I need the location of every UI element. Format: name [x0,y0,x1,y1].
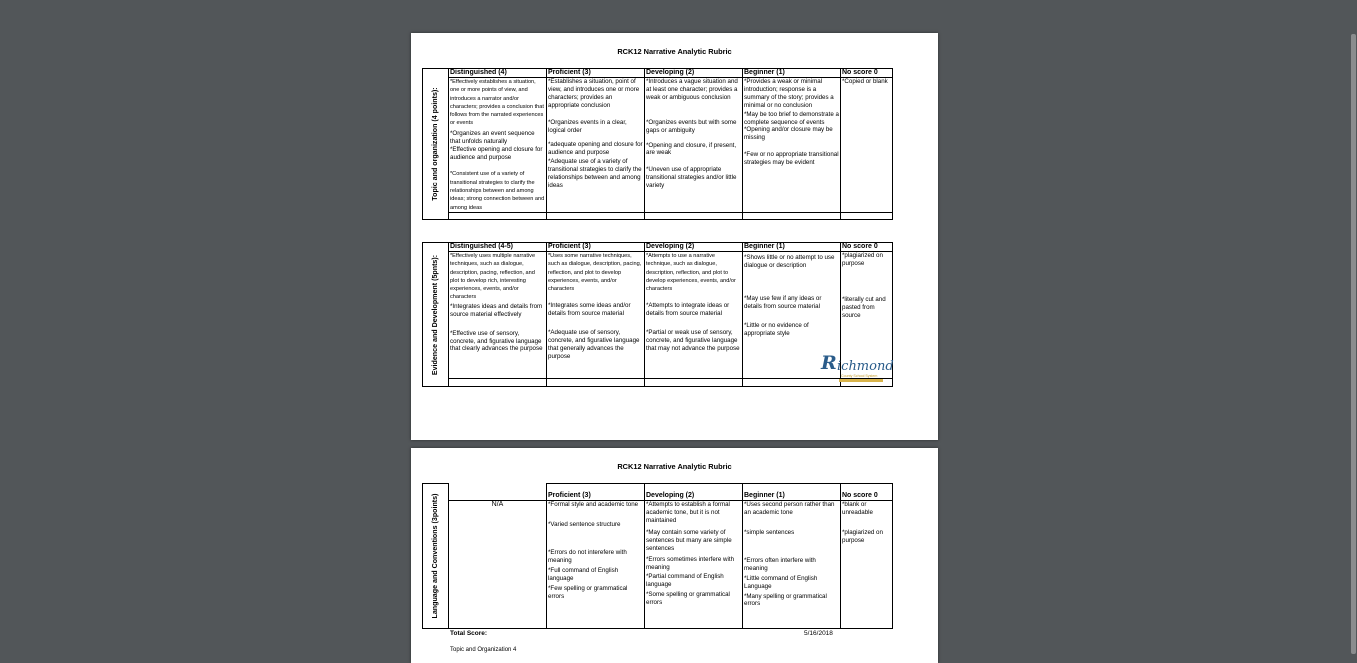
criterion-text: *Little or no evidence of appropriate style [744,321,809,337]
criterion-text: *Errors do not interefere with meaning [548,549,627,564]
cell-proficient [547,252,645,379]
criterion-text: *Organizes an event sequence that unfolds naturally [450,129,535,145]
criterion-text: *Varied sentence structure [548,521,621,529]
header-no-score: No score 0 [841,484,893,501]
criterion-text: *Errors often interfere with meaning [744,556,816,572]
cell-no-score [841,78,893,213]
header-beginner: Beginner (1) [743,69,841,78]
criterion-text: *Little command of English Language [744,574,818,590]
header-developing: Developing (2) [645,484,743,501]
cell-beginner [743,501,841,629]
criterion-text: *Copied or blank [842,78,888,85]
section-label-language: Language and Conventions (3points) [430,493,439,619]
criterion-text: *simple sentences [744,529,795,537]
criterion-text: *Partial or weak use of sensory, concrete, and figurative language that may not advance the purpose [646,329,740,353]
topic-score-line: Topic and Organization 4 [450,647,517,653]
header-developing: Developing (2) [645,69,743,78]
criterion-text: *Effective use of sensory, concrete, and figurative language that clearly advances the purpose [450,329,543,353]
document-page-1 [411,33,938,440]
logo-tagline: County School System [841,374,878,378]
cell-proficient [547,78,645,213]
criterion-text: *Few spelling or grammatical errors [548,584,628,600]
criterion-text: *Effective opening and closure for audience and purpose [450,145,543,161]
header-proficient: Proficient (3) [547,484,645,501]
criterion-text: *adequate opening and closure for audience and purpose [548,141,643,157]
criterion-text: *Organizes events in a clear, logical order [548,118,627,134]
criterion-text: *Attempts to use a narrative technique, such as dialogue, description, reflection, and plot to develop experiences, events, and/or characters [646,253,736,293]
header-no-score: No score 0 [841,243,893,252]
criterion-text: *Uses some narrative techniques, such as dialogue, description, pacing, reflection, and plot to develop experiences, events, and/or characters [548,253,642,293]
header-beginner: Beginner (1) [743,243,841,252]
rubric-table-1 [422,68,893,220]
total-score-label: Total Score: [450,630,488,637]
document-page-2 [411,448,938,663]
document-title: RCK12 Narrative Analytic Rubric [617,47,732,56]
cell-developing [645,252,743,379]
criterion-text: *Consistent use of a variety of transitional strategies to clarify the relationships between and among ideas; strong connection between and among ideas [450,171,545,211]
cell-distinguished [449,252,547,379]
criterion-text: *May use few if any ideas or details from source material [744,294,822,310]
header-developing: Developing (2) [645,243,743,252]
criterion-text: *Effectively uses multiple narrative techniques, such as dialogue, description, pacing, reflection, and plot to develop rich, interesting experiences, events, and/or characters [450,253,536,301]
criterion-text: *May be too brief to demonstrate a complete sequence of events [744,110,839,126]
section-label-topic: Topic and organization (4 points): [430,87,439,201]
criterion-text: *Opening and closure, if present, are weak [646,141,737,157]
header-proficient: Proficient (3) [547,243,645,252]
logo-bar [839,379,883,382]
criterion-text: *Provides a weak or minimal introduction; response is a summary of the story; provides a minimal or no conclusion [744,78,834,109]
logo-mark: R [821,352,836,374]
cell-not-applicable: N/A [449,501,547,629]
header-proficient: Proficient (3) [547,69,645,78]
criterion-text: *Introduces a vague situation and at least one character; provides a weak or ambiguous conclusion [646,78,738,101]
logo-word: ichmond [837,359,894,374]
scrollbar-thumb[interactable] [1351,34,1356,654]
criterion-text: *Full command of English language [548,566,619,582]
header-distinguished: Distinguished (4-5) [449,243,547,252]
header-no-score: No score 0 [841,69,893,78]
document-title-page2: RCK12 Narrative Analytic Rubric [617,462,732,471]
criterion-text: *Many spelling or grammatical errors [744,592,827,608]
criterion-text: *blank or unreadable [842,501,873,517]
criterion-text: *literally cut and pasted from source [842,295,886,319]
date-label: 5/16/2018 [804,630,833,637]
criterion-text: *Integrates some ideas and/or details from source material [548,302,631,318]
criterion-text: *Establishes a situation, point of view, and introduces one or more characters; provides an appropriate conclusion [548,78,640,109]
section-label-evidence: Evidence and Development (5pnts): [430,254,439,375]
cell-no-score [841,501,893,629]
criterion-text: *Few or no appropriate transitional strategies may be evident [744,151,839,167]
cell-proficient [547,501,645,629]
criterion-text: *Some spelling or grammatical errors [646,591,730,607]
cell-beginner [743,78,841,213]
criterion-text: *plagiarized on purpose [842,529,883,544]
criterion-text: *Errors sometimes interfere with meaning [646,555,735,571]
criterion-text: *Organizes events but with some gaps or ambiguity [646,118,737,134]
criterion-text: *Integrates ideas and details from source material effectively [450,302,543,318]
criterion-text: *Shows little or no attempt to use dialogue or description [744,254,835,269]
cell-developing [645,501,743,629]
criterion-text: *Partial command of English language [646,573,724,589]
criterion-text: *Effectively establishes a situation, one or more points of view, and introduces a narrator and/or characters; provides a conclusion that follows from the narrated experiences or events [450,79,544,127]
header-beginner: Beginner (1) [743,484,841,501]
criterion-text: *Adequate use of a variety of transitional strategies to clarify the relationships between and among ideas [548,158,642,189]
header-empty [449,484,547,501]
scrollbar[interactable] [1349,0,1357,658]
criterion-text: *May contain some variety of sentences but many are simple sentences [646,528,732,552]
criterion-text: *Attempts to establish a formal academic tone, but it is not maintained [646,501,730,525]
criterion-text: *Uneven use of appropriate transitional strategies and/or little variety [646,166,737,190]
section-label-cell [423,69,449,220]
header-distinguished: Distinguished (4) [449,69,547,78]
criterion-text: *Formal style and academic tone [548,501,639,509]
criterion-text: *plagiarized on purpose [842,252,883,267]
criterion-text: *Adequate use of sensory, concrete, and figurative language that generally advances the purpose [548,329,640,361]
rubric-table-3 [422,483,893,629]
section-label-cell [423,484,449,629]
section-label-cell [423,243,449,387]
criterion-text: *Opening and/or closure may be missing [744,126,833,142]
criterion-text: *Uses second person rather than an academic tone [744,501,835,517]
cell-distinguished [449,78,547,213]
criterion-text: *Attempts to integrate ideas or details from source material [646,302,730,318]
richmond-county-logo [819,351,894,389]
cell-developing [645,78,743,213]
